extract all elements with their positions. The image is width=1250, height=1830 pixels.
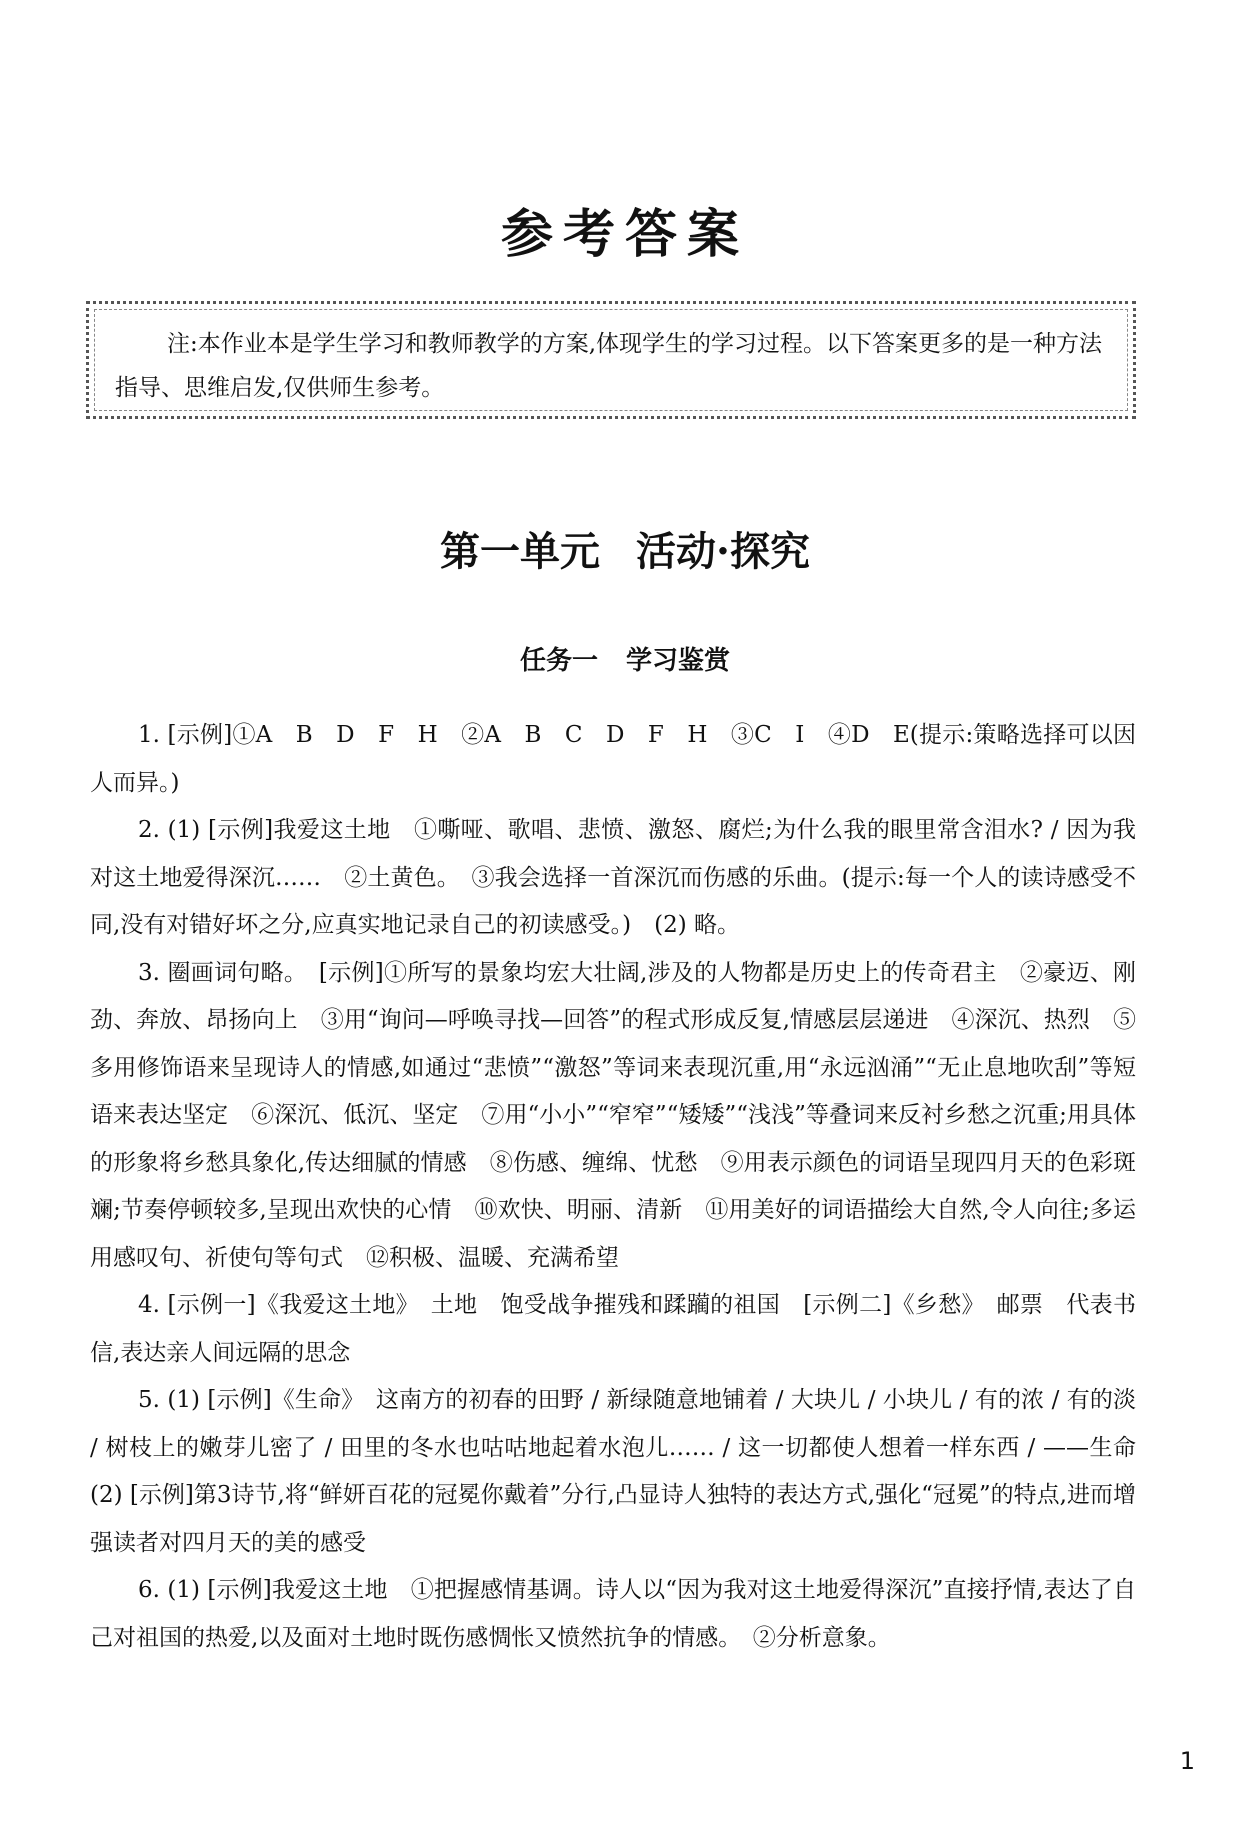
note-text: 注:本作业本是学生学习和教师教学的方案,体现学生的学习过程。以下答案更多的是一种方法指导、思维启发,仅供师生参考。 [115,331,1103,401]
task-topic: 学习鉴赏 [626,646,731,676]
answer-item: 3. 圈画词句略。 [示例]①所写的景象均宏大壮阔,涉及的人物都是历史上的传奇君主 ②豪迈、刚劲、奔放、昂扬向上 ③用“询问—呼唤寻找—回答”的程式形成反复,情感层层递进 ④深沉、热烈 ⑤多用修饰语来呈现诗人的情感,如通过“悲愤”“激怒”等词来表现沉重,用“永远汹涌”“无止息地吹刮”等短语来表达坚定 ⑥深沉、低沉、坚定 ⑦用“小小”“窄窄”“矮矮”“浅浅”等叠词来反衬乡愁之沉重;用具体的形象将乡愁具象化,传达细腻的情感 ⑧伤感、缠绵、忧愁 ⑨用表示颜色的词语呈现四月天的色彩斑斓;节奏停顿较多,呈现出欢快的心情 ⑩欢快、明丽、清新 ⑪用美好的词语描绘大自然,令人向往;多运用感叹句、祈使句等句式 ⑫积极、温暖、充满希望 [90,959,1136,1271]
answer-item: 5. (1) [示例]《生命》 这南方的初春的田野 / 新绿随意地铺着 / 大块儿 / 小块儿 / 有的浓 / 有的淡 / 树枝上的嫩芽儿密了 / 田里的冬水也咕咕地起着水泡儿…… / 这一切都使人想着一样东西 / ——生命 (2) [示例]第3诗节,将“鲜妍百花的冠冕你戴着”分行,凸显诗人独特的表达方式,强化“冠冕”的特点,进而增强读者对四月天的美的感受 [90,1387,1159,1556]
task-name: 任务一 [519,646,598,676]
answer-item: 6. (1) [示例]我爱这土地 ①把握感情基调。诗人以“因为我对这土地爱得深沉”直接抒情,表达了自己对祖国的热爱,以及面对土地时既伤感惆怅又愤然抗争的情感。 ②分析意象。 [90,1577,1136,1651]
answer-list [90,712,1159,1662]
unit-topic: 活动·探究 [636,528,810,575]
answer-item: 2. (1) [示例]我爱这土地 ①嘶哑、歌唱、悲愤、激怒、腐烂;为什么我的眼里常含泪水? / 因为我对这土地爱得深沉…… ②土黄色。 ③我会选择一首深沉而伤感的乐曲。(提示:每一个人的读诗感受不同,没有对错好坏之分,应真实地记录自己的初读感受。) (2) 略。 [90,817,1136,938]
page-title: 参考答案 [500,204,749,265]
unit-heading [0,520,1250,577]
answer-item: 1. [示例]①A B D F H ②A B C D F H ③C I ④D E(提示:策略选择可以因人而异。) [90,722,1136,796]
page-number: 1 [1179,1747,1195,1775]
answer-item: 4. [示例一]《我爱这土地》 土地 饱受战争摧残和蹂躏的祖国 [示例二]《乡愁》 邮票 代表书信,表达亲人间远隔的思念 [90,1292,1136,1366]
task-heading [0,640,1250,677]
note-box [86,301,1136,419]
unit-name: 第一单元 [440,528,601,575]
